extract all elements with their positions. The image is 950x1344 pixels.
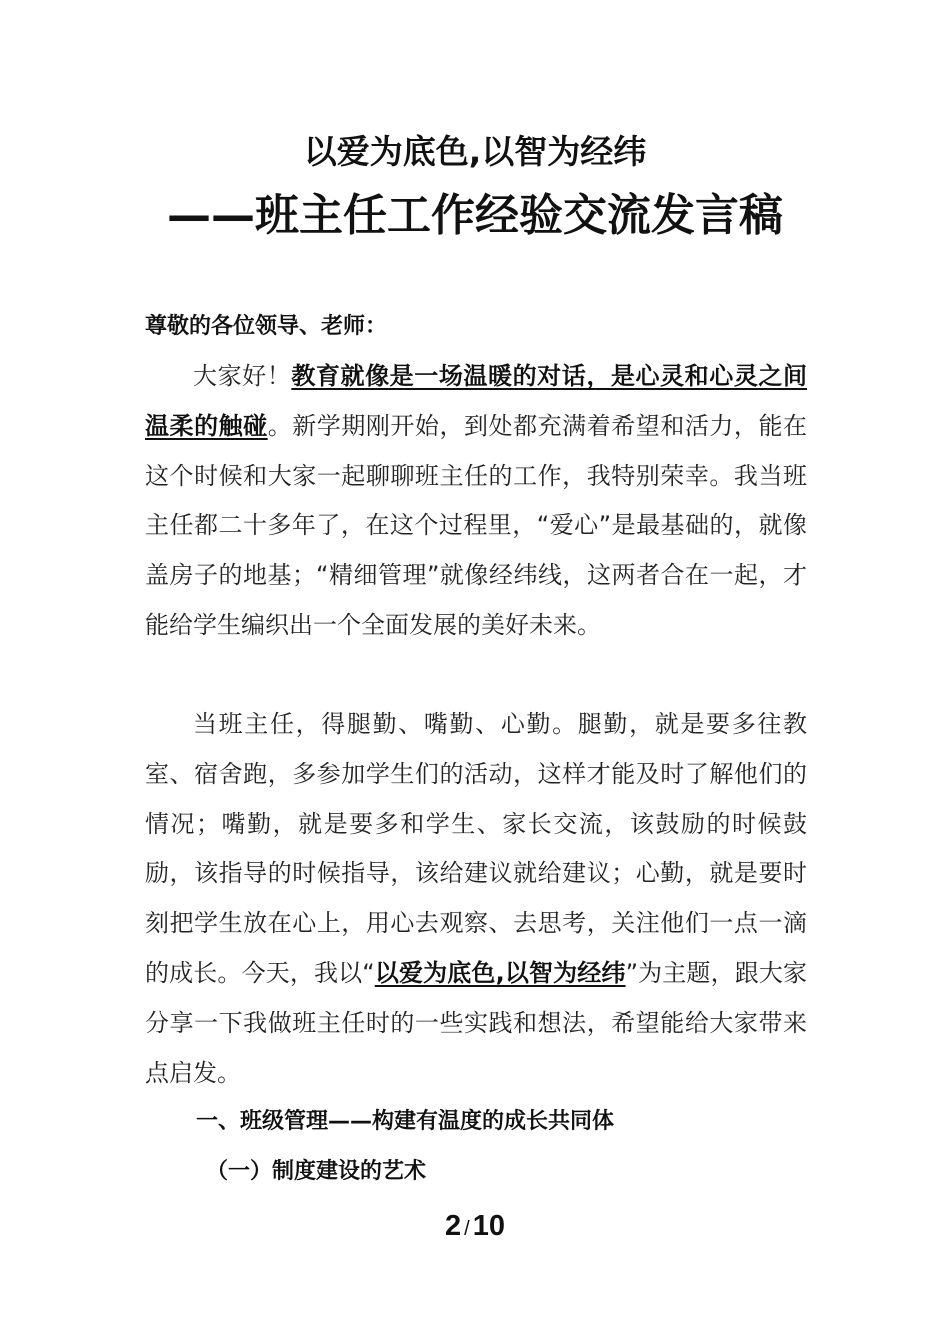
section-heading: 一、班级管理——构建有温度的成长共同体	[196, 1109, 615, 1134]
document-subtitle: ——班主任工作经验交流发言稿	[167, 190, 783, 241]
paragraph-three-diligences	[145, 700, 807, 1098]
paragraph-text: ”为主题，跟大家分享一下我做班主任时的一些实践和想法，希望能给大家带来点启发。	[145, 958, 807, 1087]
document-title: 以爱为底色,以智为经纬	[303, 132, 647, 171]
paragraph-text: 当班主任，得腿勤、嘴勤、心勤。腿勤，就是要多往教室、宿舍跑，多参加学生们的活动，这样才能及时了解他们的情况；嘴勤，就是要多和学生、家长交流，该鼓励的时候鼓励，该指导的时候指导，该给建议就给建议；心勤，就是要时刻把学生放在心上，用心去观察、去思考，关注他们一点一滴的成长。今天，我以“	[145, 710, 807, 987]
salutation: 尊敬的各位领导、老师：	[145, 314, 388, 339]
total-pages: 10	[472, 1210, 505, 1242]
emphasized-text: 教育就像是一场温暖的对话，是心灵和心灵之间温柔的触碰	[145, 362, 808, 440]
page-separator: /	[464, 1218, 470, 1240]
paragraph-intro	[145, 352, 807, 651]
paragraph-text: 。新学期刚开始，到处都充满着希望和活力，能在这个时候和大家一起聊聊班主任的工作，我特别荣幸。我当班主任都二十多年了，在这个过程里，“爱心”是最基础的，就像盖房子的地基；“精细管理”就像经纬线，这两者合在一起，才能给学生编织出一个全面发展的美好未来。	[145, 411, 808, 639]
page-number	[0, 1206, 950, 1249]
subsection-heading: （一）制度建设的艺术	[206, 1159, 427, 1184]
emphasized-text: 以爱为底色,以智为经纬	[374, 958, 626, 987]
current-page: 2	[445, 1210, 462, 1242]
paragraph-text: 大家好！	[193, 362, 292, 390]
